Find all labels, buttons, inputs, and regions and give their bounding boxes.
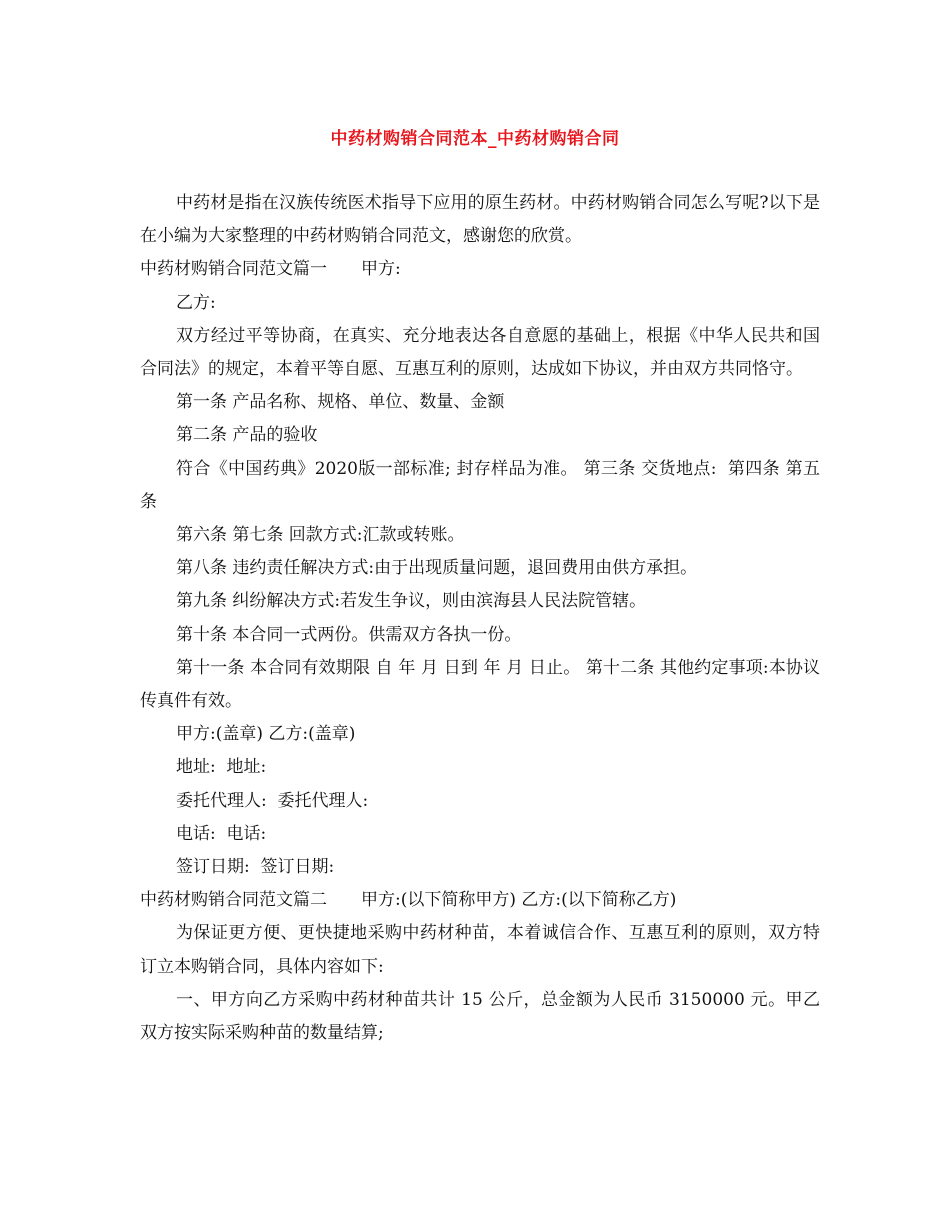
- paragraph: 为保证更方便、更快捷地采购中药材种苗，本着诚信合作、互惠互利的原则，双方特订立本购销合同，具体内容如下:: [140, 923, 820, 977]
- section-heading-2: 中药材购销合同范文篇二 甲方:(以下简称甲方) 乙方:(以下简称乙方): [140, 890, 677, 911]
- clause: 第十条 本合同一式两份。供需双方各执一份。: [176, 624, 522, 645]
- clause: 第八条 违约责任解决方式:由于出现质量问题，退回费用由供方承担。: [176, 558, 698, 579]
- paragraph: 中药材是指在汉族传统医术指导下应用的原生药材。中药材购销合同怎么写呢?以下是在小编为大家整理的中药材购销合同范文，感谢您的欣赏。: [140, 193, 820, 247]
- clause: 第六条 第七条 回款方式:汇款或转账。: [176, 525, 465, 546]
- paragraph: 乙方:: [176, 292, 216, 313]
- paragraph: 双方经过平等协商，在真实、充分地表达各自意愿的基础上，根据《中华人民共和国合同法》的规定，本着平等自愿、互惠互利的原则，达成如下协议，并由双方共同恪守。: [140, 325, 820, 380]
- signature-line: 地址: 地址:: [176, 757, 267, 778]
- signature-line: 电话: 电话:: [176, 823, 267, 844]
- document-body: [140, 187, 820, 1050]
- clause: 第二条 产品的验收: [176, 425, 318, 446]
- clause: 第九条 纠纷解决方式:若发生争议，则由滨海县人民法院管辖。: [176, 591, 647, 612]
- section-heading-1: 中药材购销合同范文篇一 甲方:: [140, 259, 401, 280]
- document-title: 中药材购销合同范本_中药材购销合同: [330, 129, 620, 149]
- clause: 第一条 产品名称、规格、单位、数量、金额: [176, 392, 505, 413]
- clause: 第十一条 本合同有效期限 自 年 月 日到 年 月 日止。 第十二条 其他约定事项:本协议传真件有效。: [140, 657, 820, 712]
- paragraph: 一、甲方向乙方采购中药材种苗共计 15 公斤，总金额为人民币 3150000 元。甲乙双方按实际采购种苗的数量结算;: [140, 989, 820, 1044]
- signature-line: 签订日期: 签订日期:: [176, 857, 335, 878]
- signature-line: 委托代理人: 委托代理人:: [176, 790, 369, 811]
- clause: 符合《中国药典》2020版一部标准; 封存样品为准。 第三条 交货地点: 第四条 第五条: [140, 458, 820, 512]
- signature-line: 甲方:(盖章) 乙方:(盖章): [176, 724, 356, 745]
